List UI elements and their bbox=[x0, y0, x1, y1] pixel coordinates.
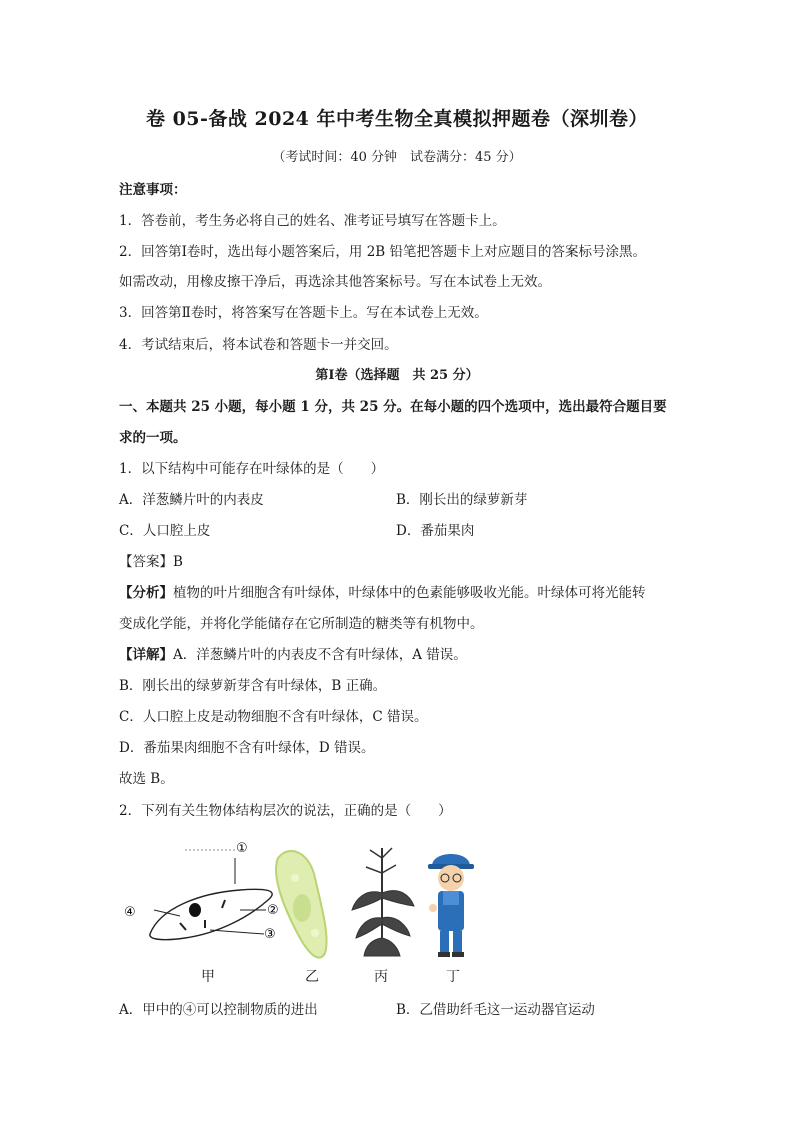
detail bbox=[119, 643, 467, 663]
notice-item: 2．回答第Ⅰ卷时，选出每小题答案后，用 2B 铅笔把答题卡上对应题目的答案标号涂黑。 bbox=[119, 244, 647, 260]
question-stem: 2．下列有关生物体结构层次的说法，正确的是（ ） bbox=[119, 803, 452, 819]
detail-text: B．刚长出的绿萝新芽含有叶绿体，B 正确。 bbox=[119, 678, 387, 694]
option-a: A．洋葱鳞片叶的内表皮 bbox=[119, 492, 264, 508]
detail-text: C．人口腔上皮是动物细胞不含有叶绿体，C 错误。 bbox=[119, 709, 428, 725]
exam-info: （考试时间：40 分钟 试卷满分：45 分） bbox=[272, 150, 522, 165]
detail-label: 【详解】 bbox=[119, 647, 173, 663]
plant-image bbox=[352, 848, 414, 956]
option-b: B．乙借助纤毛这一运动器官运动 bbox=[396, 1002, 595, 1018]
analysis-text: 变成化学能，并将化学能储存在它所制造的糖类等有机物中。 bbox=[119, 616, 484, 632]
option-a: A．甲中的④可以控制物质的进出 bbox=[119, 1002, 318, 1018]
conclusion: 故选 B。 bbox=[119, 771, 174, 787]
figure-mark: ④ bbox=[124, 905, 136, 920]
figure-label: 乙 bbox=[305, 969, 319, 985]
cell-diagram bbox=[124, 841, 279, 942]
notice-item: 4．考试结束后，将本试卷和答题卡一并交回。 bbox=[119, 337, 398, 353]
analysis bbox=[119, 581, 646, 601]
analysis-label: 【分析】 bbox=[119, 585, 173, 601]
notice-item: 3．回答第Ⅱ卷时，将答案写在答题卡上。写在本试卷上无效。 bbox=[119, 305, 488, 321]
notice-item: 1．答卷前，考生务必将自己的姓名、准考证号填写在答题卡上。 bbox=[119, 213, 506, 229]
option-d: D．番茄果肉 bbox=[396, 523, 475, 539]
question-stem: 1．以下结构中可能存在叶绿体的是（ ） bbox=[119, 461, 385, 477]
figure-mark: ③ bbox=[264, 927, 276, 942]
page-title: 卷 05-备战 2024 年中考生物全真模拟押题卷（深圳卷） bbox=[145, 108, 649, 130]
figure-mark: ② bbox=[267, 903, 279, 918]
detail-text: D．番茄果肉细胞不含有叶绿体，D 错误。 bbox=[119, 740, 375, 756]
section-heading: 第Ⅰ卷（选择题 共 25 分） bbox=[315, 368, 479, 383]
notice-heading: 注意事项： bbox=[119, 182, 187, 198]
detail-text: A．洋葱鳞片叶的内表皮不含有叶绿体，A 错误。 bbox=[173, 647, 467, 663]
figure-label: 丙 bbox=[374, 969, 388, 985]
option-c: C．人口腔上皮 bbox=[119, 523, 211, 539]
section-instruction: 一、本题共 25 小题，每小题 1 分，共 25 分。在每小题的四个选项中，选出最符合题目要 bbox=[119, 399, 667, 415]
analysis-text: 植物的叶片细胞含有叶绿体，叶绿体中的色素能够吸收光能。叶绿体可将光能转 bbox=[173, 585, 646, 601]
figure-label: 甲 bbox=[201, 969, 215, 985]
section-instruction: 求的一项。 bbox=[119, 430, 187, 446]
option-b: B．刚长出的绿萝新芽 bbox=[396, 492, 528, 508]
figure-label: 丁 bbox=[446, 969, 460, 985]
paramecium-image bbox=[276, 851, 327, 958]
person-image bbox=[428, 854, 474, 957]
notice-item: 如需改动，用橡皮擦干净后，再选涂其他答案标号。写在本试卷上无效。 bbox=[119, 274, 551, 290]
figure-mark: ① bbox=[236, 841, 248, 856]
answer: 【答案】B bbox=[119, 554, 183, 570]
